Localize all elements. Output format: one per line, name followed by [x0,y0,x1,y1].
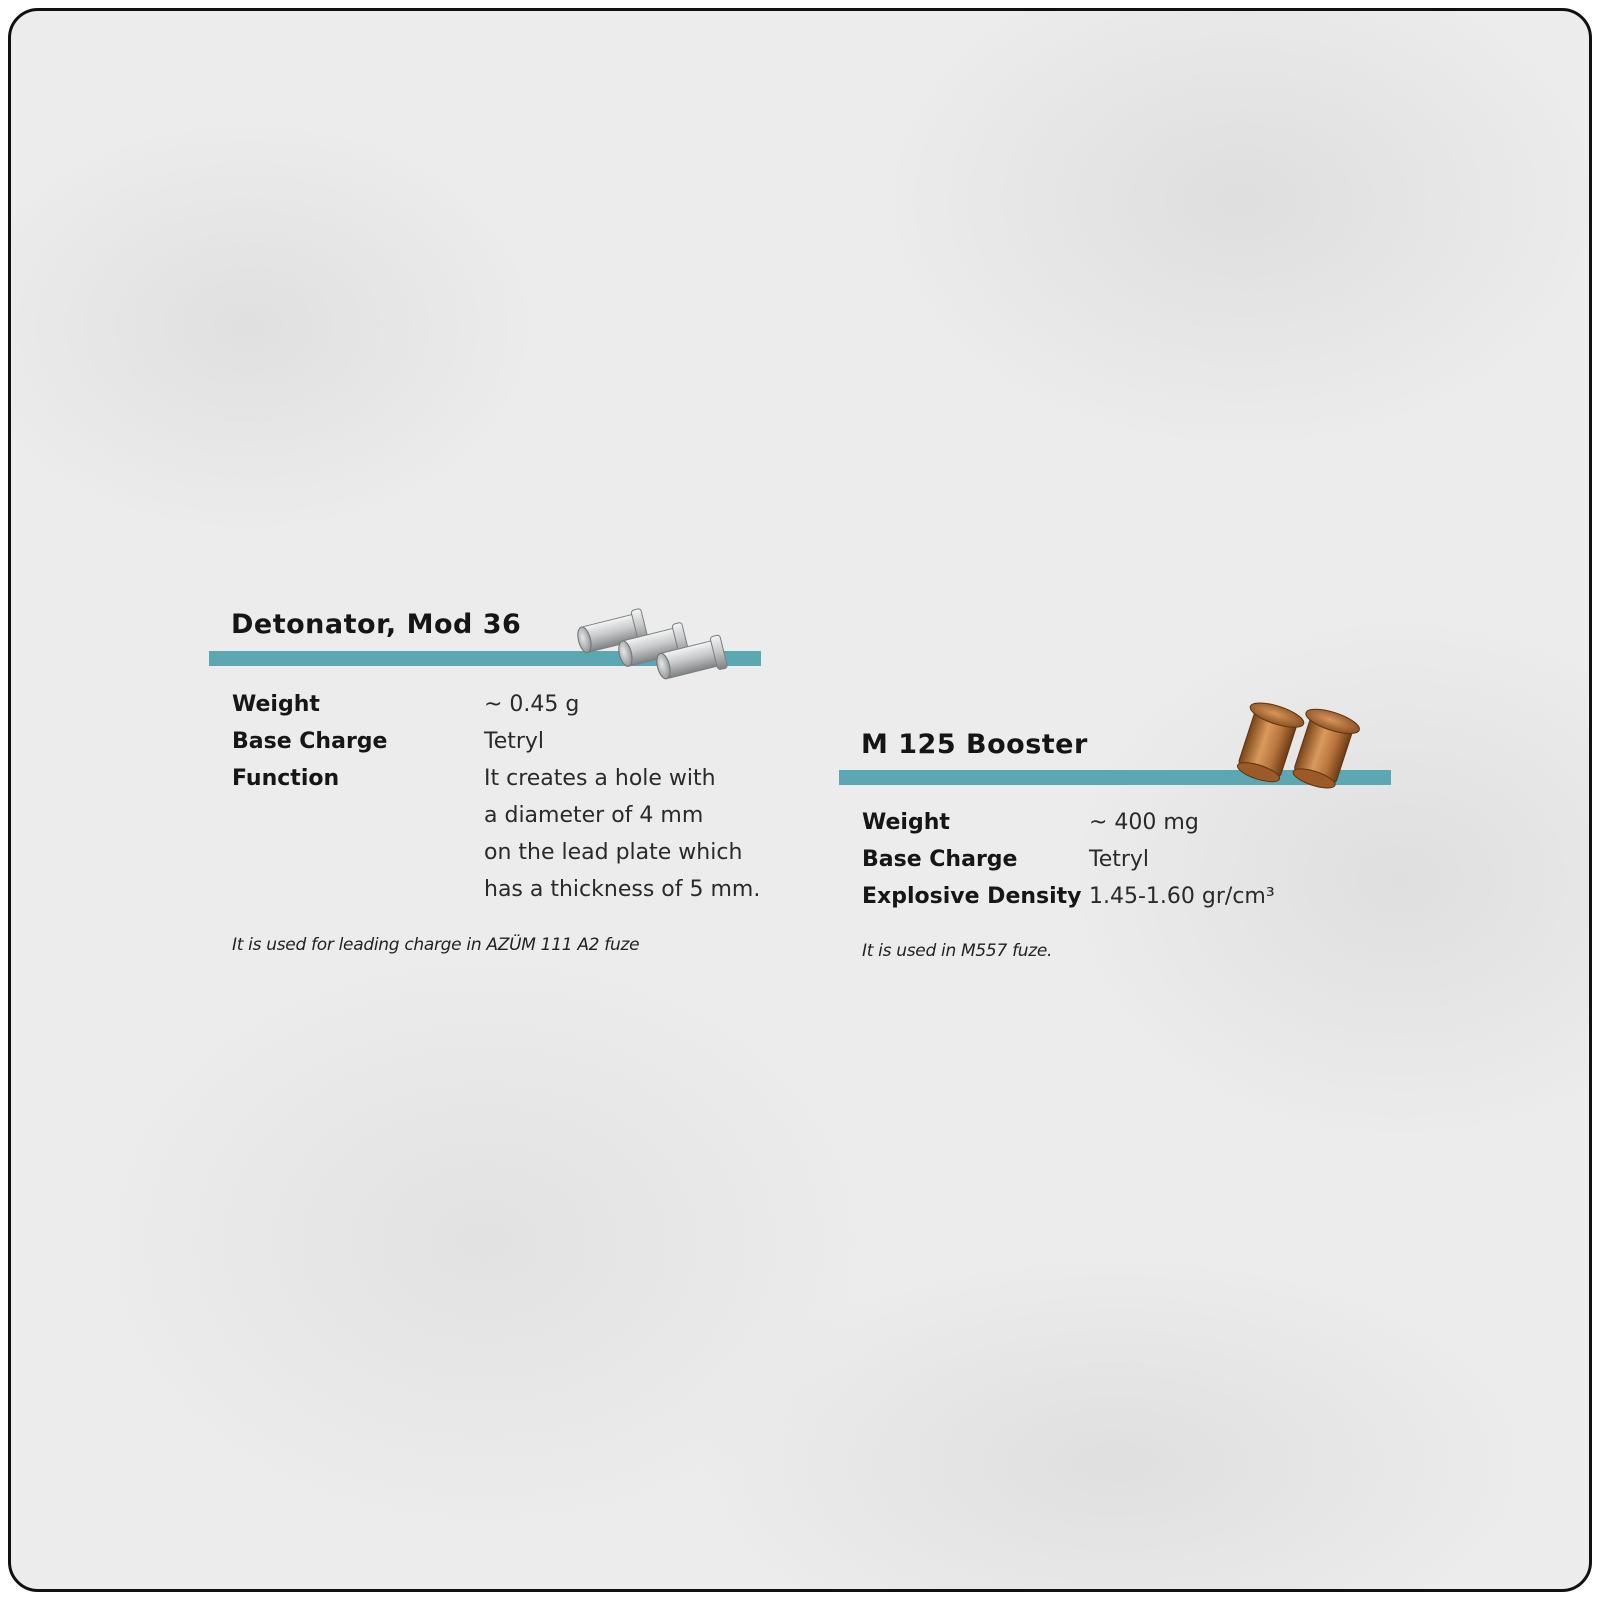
spec-value: 1.45-1.60 gr/cm³ [1089,884,1275,909]
spec-label: Explosive Density [862,884,1082,909]
spec-label: Base Charge [862,847,1018,872]
function-line: a diameter of 4 mm [484,803,704,828]
function-line: on the lead plate which [484,840,743,865]
spec-value: Tetryl [484,729,545,754]
detonator-card [209,601,779,981]
spec-label: Weight [862,810,950,835]
copper-booster-capsules-icon [1224,698,1374,793]
booster-title: M 125 Booster [861,729,1088,760]
function-line: has a thickness of 5 mm. [484,877,761,902]
booster-card [839,701,1399,981]
detonator-title: Detonator, Mod 36 [231,609,522,640]
booster-usage-note: It is used in M557 fuze. [862,941,1053,961]
detonator-usage-note: It is used for leading charge in AZÜM 111 A2 fuze [232,935,640,955]
spec-value: Tetryl [1089,847,1150,872]
function-description [484,760,760,908]
spec-label: Weight [232,692,320,717]
spec-value: ~ 0.45 g [484,692,580,717]
spec-label: Function [232,766,340,791]
silver-detonator-capsules-icon [574,603,764,683]
spec-label: Base Charge [232,729,388,754]
function-line: It creates a hole with [484,766,716,791]
page-frame [8,8,1592,1592]
spec-value: ~ 400 mg [1089,810,1199,835]
